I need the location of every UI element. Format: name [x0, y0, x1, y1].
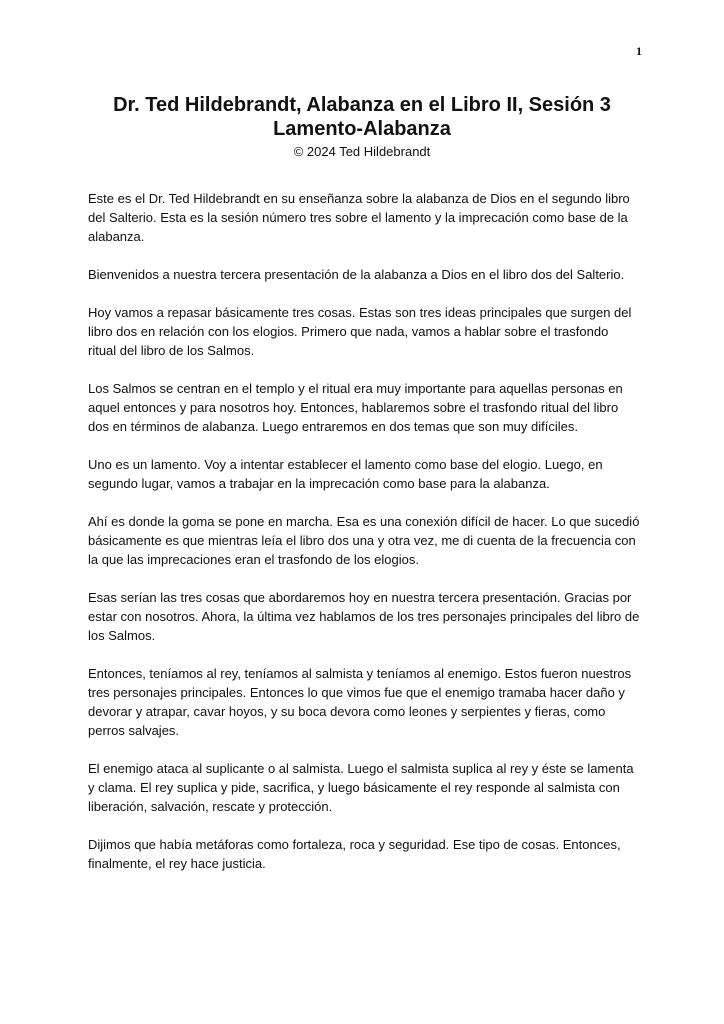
paragraph: Bienvenidos a nuestra tercera presentación de la alabanza a Dios en el libro dos del Salterio.	[88, 267, 625, 282]
paragraph: Hoy vamos a repasar básicamente tres cosas. Estas son tres ideas principales que surgen del libro dos en relación con los elogios. Primero que nada, vamos a hablar sobre el trasfondo ritual del libro de los Salmos.	[88, 305, 632, 358]
document-title: Dr. Ted Hildebrandt, Alabanza en el Libro II, Sesión 3	[113, 94, 611, 116]
copyright-notice: © 2024 Ted Hildebrandt	[293, 144, 431, 159]
paragraph: Los Salmos se centran en el templo y el ritual era muy importante para aquellas personas en aquel entonces y para nosotros hoy. Entonces, hablaremos sobre el trasfondo ritual del libro dos en términos de alabanza. Luego entraremos en dos temas que son muy difíciles.	[88, 381, 623, 434]
page-number: 1	[636, 44, 642, 58]
document-subtitle: Lamento-Alabanza	[273, 118, 451, 140]
document-header	[60, 93, 664, 161]
paragraph: Entonces, teníamos al rey, teníamos al salmista y teníamos al enemigo. Estos fueron nuestros tres personajes principales. Entonces lo que vimos fue que el enemigo tramaba hacer daño y devorar y atrapar, cavar hoyos, y su boca devora como leones y serpientes y fieras, como perros salvajes.	[88, 666, 632, 738]
paragraph: Esas serían las tres cosas que abordaremos hoy en nuestra tercera presentación. Gracias por estar con nosotros. Ahora, la última vez hablamos de los tres personajes principales del libro de los Salmos.	[88, 590, 640, 643]
document-body	[88, 189, 640, 892]
paragraph: Ahí es donde la goma se pone en marcha. Esa es una conexión difícil de hacer. Lo que sucedió básicamente es que mientras leía el libro dos una y otra vez, me di cuenta de la frecuencia con la que las imprecaciones eran el trasfondo de los elogios.	[88, 514, 640, 567]
paragraph: Uno es un lamento. Voy a intentar establecer el lamento como base del elogio. Luego, en segundo lugar, vamos a trabajar en la imprecación como base para la alabanza.	[88, 457, 603, 491]
paragraph: El enemigo ataca al suplicante o al salmista. Luego el salmista suplica al rey y éste se lamenta y clama. El rey suplica y pide, sacrifica, y luego básicamente el rey responde al salmista con liberación, salvación, rescate y protección.	[88, 761, 634, 814]
paragraph: Este es el Dr. Ted Hildebrandt en su enseñanza sobre la alabanza de Dios en el segundo libro del Salterio. Esta es la sesión número tres sobre el lamento y la imprecación como base de la alabanza.	[88, 191, 630, 244]
paragraph: Dijimos que había metáforas como fortaleza, roca y seguridad. Ese tipo de cosas. Entonces, finalmente, el rey hace justicia.	[88, 837, 621, 871]
